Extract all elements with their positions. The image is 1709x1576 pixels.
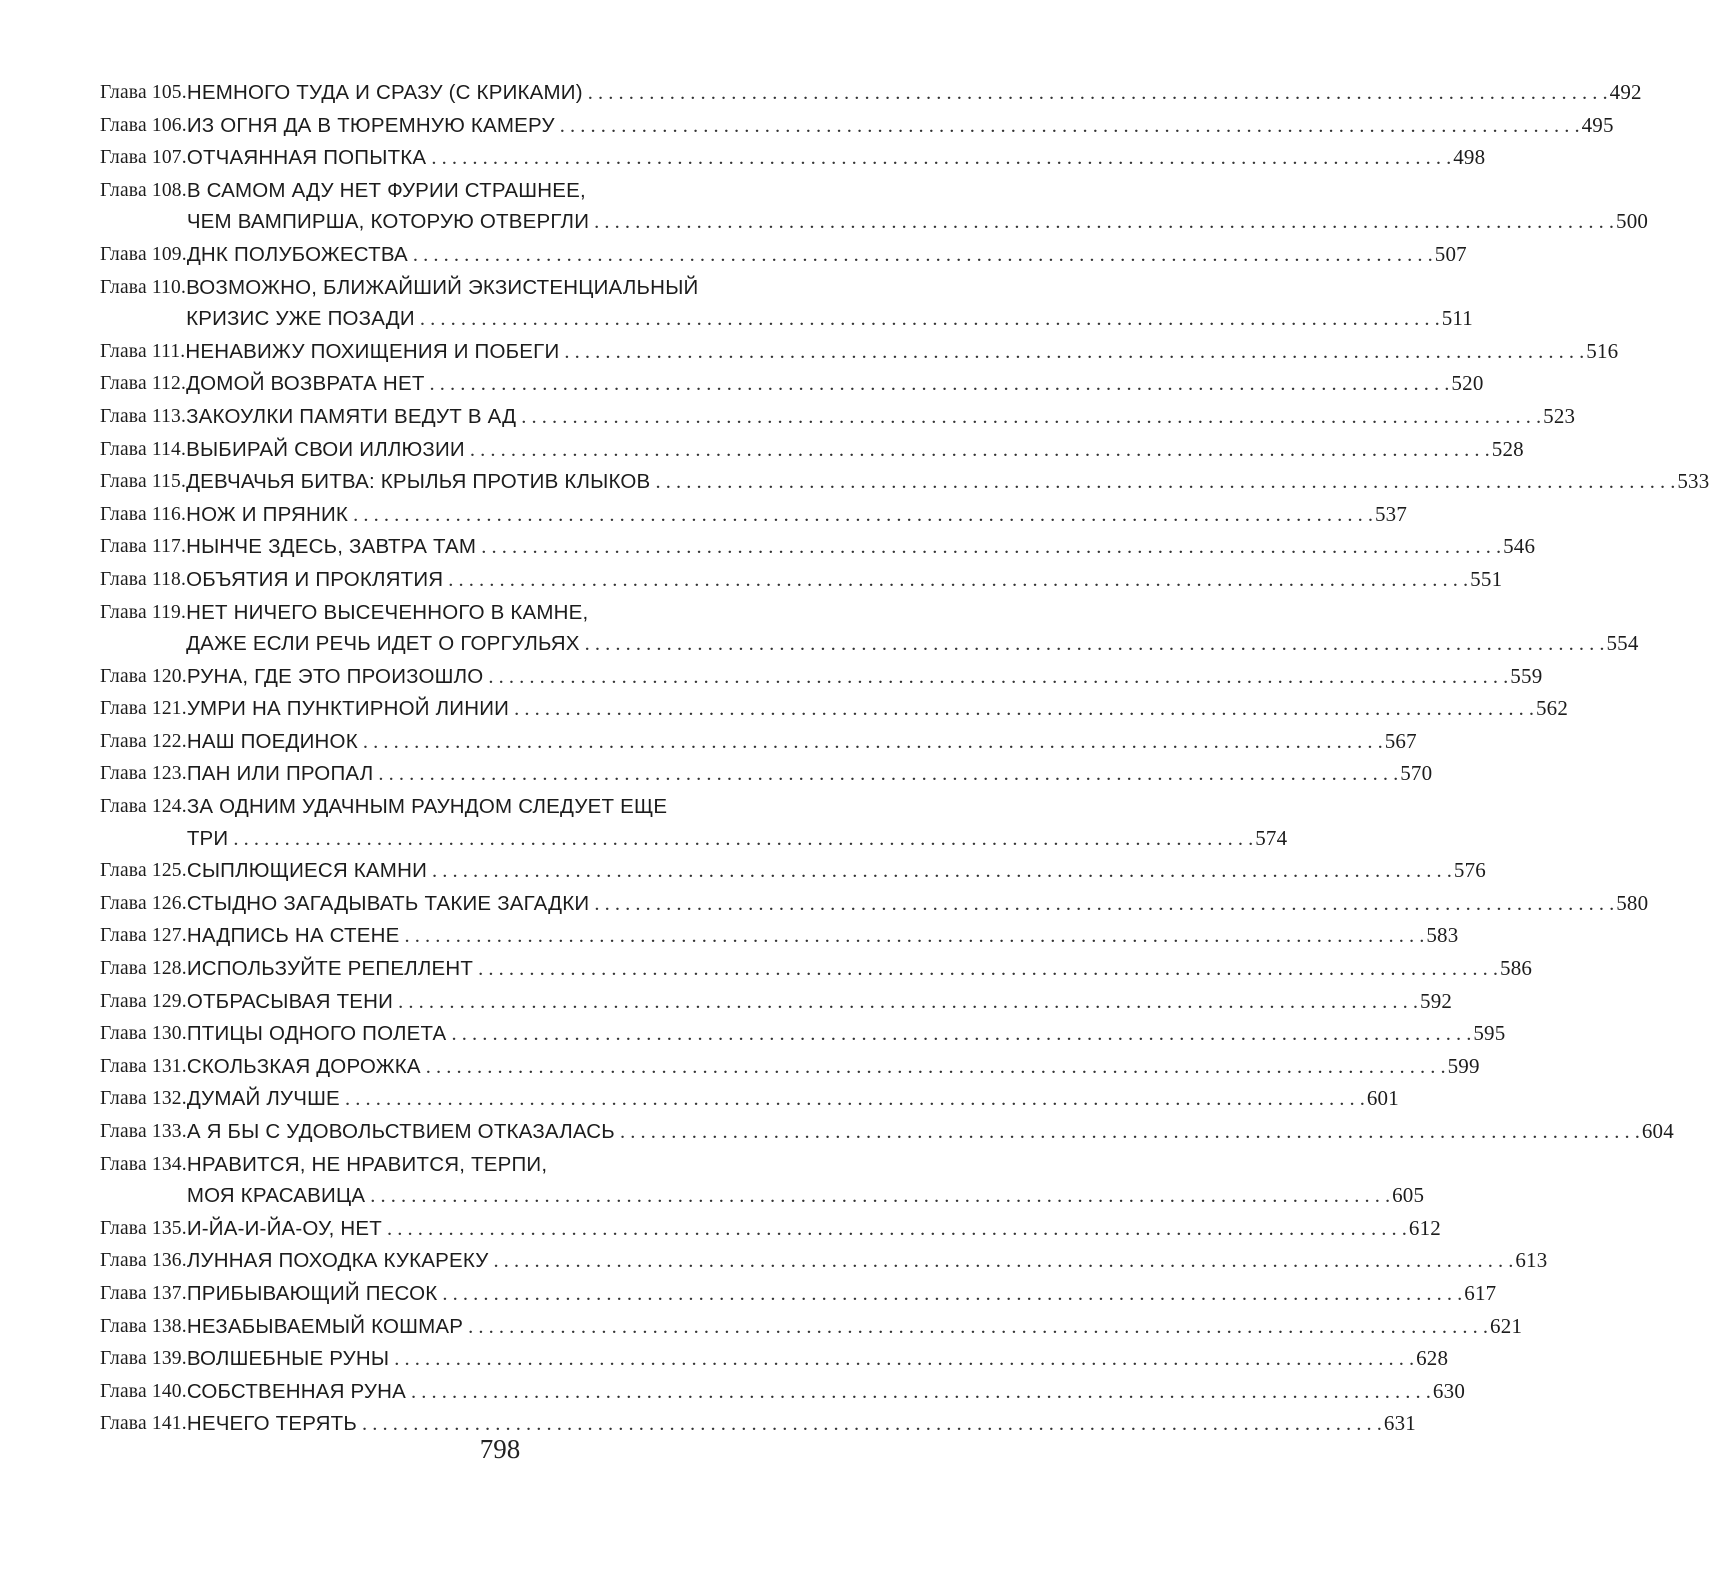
chapter-number: Глава 111. — [100, 340, 186, 362]
dot-leader — [426, 143, 1451, 175]
chapter-number: Глава 115. — [100, 471, 187, 493]
toc-entry — [100, 920, 1459, 953]
chapter-title: ДОМОЙ ВОЗВРАТА НЕТ — [186, 372, 425, 396]
title-line — [186, 920, 1459, 953]
title-line — [186, 272, 884, 304]
dot-leader — [589, 889, 1614, 921]
title-line — [186, 368, 1484, 401]
page-ref: 612 — [1408, 1215, 1441, 1240]
chapter-title-block — [186, 175, 1649, 239]
chapter-number: Глава 136. — [100, 1250, 187, 1272]
title-line — [186, 1311, 1523, 1344]
chapter-title-block — [186, 499, 1408, 532]
chapter-title: ДЕВЧАЧЬЯ БИТВА: КРЫЛЬЯ ПРОТИВ КЛЫКОВ — [186, 470, 651, 494]
toc-entry — [100, 401, 1576, 434]
dot-leader — [421, 1052, 1446, 1084]
chapter-title: А Я БЫ С УДОВОЛЬСТВИЕМ ОТКАЗАЛАСЬ — [186, 1120, 615, 1143]
chapter-number: Глава 108. — [100, 179, 187, 201]
page-ref: 520 — [1451, 371, 1484, 396]
chapter-title: ИСПОЛЬЗУЙТЕ РЕПЕЛЛЕНТ — [186, 957, 474, 981]
page-ref: 605 — [1392, 1183, 1425, 1208]
chapter-title: ОБЪЯТИЯ И ПРОКЛЯТИЯ — [186, 567, 444, 591]
toc-entry — [100, 434, 1524, 467]
title-line — [186, 110, 1614, 143]
toc-entry — [100, 466, 1709, 499]
chapter-title-block — [186, 77, 1642, 110]
table-of-contents — [100, 77, 1709, 1441]
chapter-title: УМРИ НА ПУНКТИРНОЙ ЛИНИИ — [186, 697, 510, 721]
title-line — [186, 466, 1709, 499]
chapter-title-block — [186, 888, 1649, 921]
chapter-title: ОТБРАСЫВАЯ ТЕНИ — [186, 989, 394, 1013]
dot-leader — [583, 78, 1608, 110]
page-ref: 500 — [1616, 209, 1649, 234]
chapter-title: ТРИ — [186, 826, 229, 850]
chapter-title-block — [186, 791, 1288, 855]
page-ref: 528 — [1491, 436, 1524, 461]
dot-leader — [589, 207, 1614, 239]
chapter-title: СЫПЛЮЩИЕСЯ КАМНИ — [186, 859, 428, 883]
chapter-title: НРАВИТСЯ, НЕ НРАВИТСЯ, ТЕРПИ, — [186, 1152, 548, 1176]
title-line — [186, 597, 884, 629]
dot-leader — [650, 467, 1675, 499]
chapter-number: Глава 109. — [100, 243, 187, 265]
toc-entry — [100, 661, 1543, 694]
dot-leader — [382, 1214, 1407, 1246]
chapter-title: ДНК ПОЛУБОЖЕСТВА — [186, 242, 408, 266]
chapter-title: В САМОМ АДУ НЕТ ФУРИИ СТРАШНЕЕ, — [186, 178, 586, 202]
chapter-title: ДУМАЙ ЛУЧШЕ — [186, 1087, 340, 1111]
chapter-number: Глава 127. — [100, 925, 187, 947]
toc-entry — [100, 142, 1486, 175]
page-ref: 498 — [1453, 145, 1486, 170]
chapter-title-block — [186, 855, 1487, 888]
toc-entry — [100, 1149, 1425, 1213]
chapter-title-block — [186, 1278, 1497, 1311]
title-line — [186, 953, 1533, 986]
dot-leader — [446, 1019, 1471, 1051]
chapter-title: СОБСТВЕННАЯ РУНА — [186, 1379, 407, 1403]
dot-leader — [408, 240, 1433, 272]
chapter-number: Глава 138. — [100, 1315, 187, 1337]
chapter-title-block — [186, 1245, 1548, 1278]
dot-leader — [427, 856, 1452, 888]
dot-leader — [516, 402, 1541, 434]
chapter-title-block — [186, 693, 1569, 726]
chapter-title-block — [186, 726, 1417, 759]
toc-entry — [100, 1278, 1497, 1311]
chapter-title-block — [186, 401, 1576, 434]
page-ref: 511 — [1441, 306, 1474, 331]
chapter-title: МОЯ КРАСАВИЦА — [186, 1184, 366, 1208]
chapter-number: Глава 140. — [100, 1380, 187, 1402]
chapter-title: НОЖ И ПРЯНИК — [186, 502, 349, 526]
chapter-number: Глава 114. — [100, 438, 187, 460]
dot-leader — [473, 954, 1498, 986]
chapter-number: Глава 117. — [100, 536, 187, 558]
chapter-title: ЛУННАЯ ПОХОДКА КУКАРЕКУ — [186, 1249, 489, 1273]
title-line — [186, 77, 1642, 110]
chapter-title: НЕЧЕГО ТЕРЯТЬ — [186, 1412, 358, 1436]
title-line — [186, 1116, 1674, 1149]
title-line — [186, 239, 1467, 272]
dot-leader — [443, 565, 1468, 597]
page-ref: 621 — [1490, 1313, 1523, 1338]
chapter-number: Глава 137. — [100, 1282, 187, 1304]
toc-entry — [100, 336, 1619, 369]
toc-entry — [100, 1343, 1449, 1376]
page-ref: 523 — [1543, 403, 1576, 428]
chapter-number: Глава 129. — [100, 990, 187, 1012]
page-ref: 546 — [1503, 534, 1536, 559]
chapter-number: Глава 105. — [100, 82, 187, 103]
chapter-title: ЧЕМ ВАМПИРША, КОТОРУЮ ОТВЕРГЛИ — [186, 210, 590, 234]
title-line — [186, 726, 1417, 759]
chapter-title: ОТЧАЯННАЯ ПОПЫТКА — [186, 146, 427, 170]
dot-leader — [463, 1312, 1488, 1344]
chapter-title-block — [186, 1018, 1506, 1051]
toc-entry — [100, 1116, 1674, 1149]
toc-entry — [100, 1213, 1441, 1246]
chapter-number: Глава 120. — [100, 665, 187, 687]
page-ref: 599 — [1447, 1053, 1480, 1078]
chapter-title-block — [186, 272, 1474, 336]
chapter-title-block — [186, 597, 1639, 661]
chapter-title: НАШ ПОЕДИНОК — [186, 729, 358, 753]
page-ref: 604 — [1641, 1119, 1674, 1143]
dot-leader — [425, 369, 1450, 401]
chapter-title-block — [186, 1083, 1399, 1116]
chapter-number: Глава 139. — [100, 1348, 187, 1370]
page-ref: 492 — [1609, 80, 1642, 104]
page-ref: 630 — [1432, 1378, 1466, 1403]
chapter-title: И-ЙА-И-ЙА-ОУ, НЕТ — [186, 1216, 382, 1240]
chapter-title-block — [186, 986, 1453, 1019]
page-ref: 537 — [1374, 501, 1408, 526]
title-line — [186, 855, 1487, 888]
title-line — [186, 531, 1536, 564]
chapter-title-block — [186, 434, 1524, 467]
page-number: 798 — [479, 1434, 521, 1464]
chapter-number: Глава 135. — [100, 1217, 187, 1239]
toc-entry — [100, 1376, 1466, 1409]
page-ref: 507 — [1434, 241, 1467, 266]
dot-leader — [555, 111, 1580, 143]
chapter-number: Глава 118. — [100, 568, 187, 590]
title-line — [186, 499, 1408, 532]
page-ref: 601 — [1366, 1086, 1399, 1111]
dot-leader — [340, 1084, 1365, 1116]
chapter-title: ЗАКОУЛКИ ПАМЯТИ ВЕДУТ В АД — [186, 404, 517, 428]
chapter-title-block — [186, 142, 1486, 175]
chapter-title-block — [186, 531, 1536, 564]
page-ref: 586 — [1500, 956, 1533, 981]
chapter-number: Глава 119. — [100, 601, 187, 623]
title-line — [186, 142, 1486, 175]
page-ref: 574 — [1255, 825, 1288, 850]
chapter-number: Глава 112. — [100, 373, 187, 395]
toc-entry — [100, 175, 1649, 239]
dot-leader — [615, 1117, 1640, 1149]
title-line — [186, 1213, 1441, 1246]
dot-leader — [393, 987, 1418, 1019]
chapter-title-block — [186, 1051, 1480, 1084]
toc-entry — [100, 888, 1649, 921]
chapter-title-block — [186, 1343, 1449, 1376]
chapter-title: ЗА ОДНИМ УДАЧНЫМ РАУНДОМ СЛЕДУЕТ ЕЩЕ — [186, 795, 668, 819]
title-line — [186, 401, 1576, 434]
chapter-number: Глава 133. — [100, 1121, 187, 1142]
toc-entry — [100, 564, 1503, 597]
dot-leader — [437, 1279, 1462, 1311]
dot-leader — [580, 629, 1605, 661]
toc-entry — [100, 726, 1417, 759]
title-line — [187, 175, 884, 207]
chapter-number: Глава 130. — [100, 1023, 187, 1045]
page-ref: 567 — [1384, 728, 1417, 753]
toc-entry — [100, 368, 1484, 401]
dot-leader — [406, 1377, 1431, 1409]
page-ref: 570 — [1400, 761, 1433, 786]
chapter-title: КРИЗИС УЖЕ ПОЗАДИ — [186, 307, 415, 331]
chapter-number: Глава 124. — [100, 796, 187, 818]
chapter-number: Глава 107. — [100, 147, 187, 169]
page-ref: 580 — [1616, 890, 1649, 915]
page-ref: 559 — [1510, 663, 1543, 688]
toc-entry — [100, 986, 1453, 1019]
toc-entry — [100, 1083, 1399, 1116]
chapter-title: ВОЛШЕБНЫЕ РУНЫ — [186, 1347, 390, 1371]
page-ref: 628 — [1416, 1346, 1449, 1371]
toc-entry — [100, 499, 1408, 532]
chapter-title-block — [186, 466, 1709, 499]
page-ref: 613 — [1515, 1248, 1548, 1273]
title-line — [186, 206, 1649, 239]
page-ref: 617 — [1464, 1280, 1497, 1305]
title-line — [186, 434, 1524, 467]
chapter-title-block — [186, 661, 1543, 694]
chapter-number: Глава 110. — [100, 276, 187, 298]
chapter-number: Глава 116. — [100, 503, 187, 525]
chapter-number: Глава 134. — [100, 1153, 187, 1175]
title-line — [186, 1376, 1466, 1409]
title-line — [186, 1083, 1399, 1116]
dot-leader — [358, 727, 1383, 759]
chapter-title: ВОЗМОЖНО, БЛИЖАЙШИЙ ЭКЗИСТЕНЦИАЛЬНЫЙ — [186, 275, 699, 299]
dot-leader — [415, 304, 1440, 336]
dot-leader — [389, 1344, 1414, 1376]
toc-entry — [100, 1051, 1480, 1084]
title-line — [185, 336, 1619, 369]
title-line — [186, 888, 1649, 921]
page-ref: 631 — [1383, 1411, 1417, 1436]
chapter-title: ДАЖЕ ЕСЛИ РЕЧЬ ИДЕТ О ГОРГУЛЬЯХ — [186, 632, 580, 656]
chapter-number: Глава 121. — [100, 698, 187, 720]
dot-leader — [373, 759, 1398, 791]
chapter-title-block — [185, 336, 1619, 369]
title-line — [186, 1051, 1480, 1084]
dot-leader — [559, 337, 1584, 369]
chapter-title: ПРИБЫВАЮЩИЙ ПЕСОК — [186, 1281, 438, 1305]
page-ref: 516 — [1586, 338, 1619, 363]
chapter-title-block — [186, 1213, 1441, 1246]
chapter-number: Глава 122. — [100, 730, 187, 752]
toc-entry — [100, 531, 1536, 564]
chapter-title-block — [186, 110, 1614, 143]
title-line — [186, 823, 1288, 856]
title-line — [186, 1018, 1506, 1051]
chapter-title: НЕТ НИЧЕГО ВЫСЕЧЕННОГО В КАМНЕ, — [186, 600, 589, 624]
page-ref: 495 — [1581, 112, 1614, 137]
chapter-title: ПАН ИЛИ ПРОПАЛ — [186, 762, 374, 786]
title-line — [186, 758, 1433, 791]
chapter-title-block — [186, 239, 1467, 272]
chapter-title: НАДПИСЬ НА СТЕНЕ — [186, 924, 400, 948]
chapter-number: Глава 126. — [100, 892, 187, 914]
chapter-title: СТЫДНО ЗАГАДЫВАТЬ ТАКИЕ ЗАГАДКИ — [186, 891, 590, 915]
chapter-title: ИЗ ОГНЯ ДА В ТЮРЕМНУЮ КАМЕРУ — [186, 113, 555, 137]
chapter-title-block — [186, 953, 1533, 986]
chapter-title: НЫНЧЕ ЗДЕСЬ, ЗАВТРА ТАМ — [186, 535, 477, 559]
dot-leader — [465, 435, 1490, 467]
page-ref: 595 — [1473, 1021, 1506, 1046]
chapter-number: Глава 131. — [100, 1055, 187, 1077]
title-line — [186, 986, 1453, 1019]
chapter-number: Глава 113. — [100, 405, 187, 427]
dot-leader — [399, 921, 1424, 953]
toc-entry — [100, 693, 1569, 726]
page-ref: 551 — [1470, 566, 1503, 591]
chapter-title-block — [186, 920, 1459, 953]
chapter-title-block — [186, 368, 1484, 401]
chapter-number: Глава 106. — [100, 114, 187, 136]
chapter-title-block — [186, 1149, 1425, 1213]
chapter-number: Глава 132. — [100, 1088, 187, 1110]
toc-entry — [100, 1245, 1548, 1278]
toc-entry — [100, 855, 1487, 888]
chapter-title: НЕНАВИЖУ ПОХИЩЕНИЯ И ПОБЕГИ — [185, 339, 560, 363]
dot-leader — [228, 824, 1253, 856]
title-line — [186, 1343, 1449, 1376]
title-line — [186, 693, 1569, 726]
title-line — [186, 1278, 1497, 1311]
toc-entry — [100, 1018, 1506, 1051]
dot-leader — [365, 1181, 1390, 1213]
dot-leader — [488, 1246, 1513, 1278]
toc-entry — [100, 1311, 1523, 1344]
title-line — [186, 661, 1543, 694]
page-ref: 576 — [1453, 858, 1487, 883]
title-line — [186, 1245, 1548, 1278]
dot-leader — [509, 694, 1534, 726]
toc-entry — [100, 110, 1614, 143]
page-ref: 554 — [1606, 631, 1639, 656]
title-line — [186, 564, 1503, 597]
chapter-number: Глава 128. — [100, 958, 187, 980]
chapter-title: СКОЛЬЗКАЯ ДОРОЖКА — [186, 1054, 421, 1078]
chapter-title: НЕМНОГО ТУДА И СРАЗУ (С КРИКАМИ) — [186, 81, 583, 104]
chapter-number: Глава 125. — [100, 860, 187, 882]
toc-entry — [100, 239, 1467, 272]
chapter-title: ПТИЦЫ ОДНОГО ПОЛЕТА — [186, 1022, 447, 1046]
chapter-title-block — [186, 1376, 1466, 1409]
chapter-title-block — [186, 564, 1503, 597]
toc-entry — [100, 791, 1288, 855]
page-ref: 592 — [1420, 988, 1453, 1013]
chapter-title-block — [186, 1116, 1674, 1149]
toc-entry — [100, 77, 1642, 110]
chapter-number: Глава 141. — [100, 1413, 187, 1435]
toc-entry — [100, 953, 1533, 986]
chapter-title: ВЫБИРАЙ СВОИ ИЛЛЮЗИИ — [186, 437, 465, 461]
title-line — [186, 628, 1639, 661]
toc-entry — [100, 272, 1474, 336]
page-ref: 533 — [1677, 469, 1709, 494]
chapter-title: НЕЗАБЫВАЕМЫЙ КОШМАР — [186, 1314, 464, 1338]
title-line — [186, 1180, 1425, 1213]
toc-entry — [100, 597, 1639, 661]
chapter-title-block — [186, 758, 1433, 791]
chapter-title-block — [186, 1311, 1523, 1344]
dot-leader — [348, 500, 1373, 532]
chapter-number: Глава 123. — [100, 763, 187, 785]
title-line — [187, 791, 884, 823]
dot-leader — [483, 662, 1508, 694]
page-ref: 562 — [1535, 696, 1569, 721]
chapter-title: РУНА, ГДЕ ЭТО ПРОИЗОШЛО — [186, 664, 484, 688]
dot-leader — [476, 532, 1501, 564]
title-line — [187, 1149, 884, 1181]
toc-entry — [100, 758, 1433, 791]
title-line — [186, 303, 1474, 336]
page-ref: 583 — [1426, 923, 1459, 948]
